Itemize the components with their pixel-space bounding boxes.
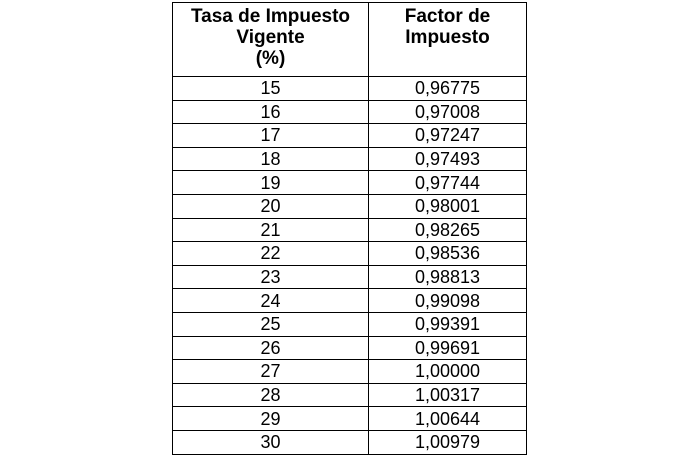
tax-rate-cell: 19 [173,171,369,195]
tax-rate-cell: 25 [173,312,369,336]
table-row [173,171,527,195]
tax-rate-cell: 20 [173,194,369,218]
tax-rate-cell: 22 [173,242,369,266]
table-row [173,194,527,218]
table-row [173,77,527,101]
table-row [173,336,527,360]
table-row [173,312,527,336]
table-body [173,77,527,455]
table-row [173,147,527,171]
tax-factor-cell: 0,98001 [369,194,527,218]
tax-factor-cell: 0,97247 [369,124,527,148]
tax-factor-cell: 0,96775 [369,77,527,101]
tax-factor-cell: 1,00000 [369,360,527,384]
header-tax-rate [173,3,369,77]
tax-factor-cell: 0,98536 [369,242,527,266]
tax-factor-table [172,2,527,455]
tax-factor-cell: 1,00317 [369,383,527,407]
table-row [173,289,527,313]
table-row [173,383,527,407]
header-tax-factor [369,3,527,77]
tax-factor-cell: 1,00644 [369,407,527,431]
header-tax-factor-line: Impuesto [405,27,490,48]
tax-rate-cell: 16 [173,100,369,124]
table-header-row [173,3,527,77]
table-row [173,360,527,384]
table-row [173,100,527,124]
tax-factor-cell: 0,97744 [369,171,527,195]
tax-rate-cell: 15 [173,77,369,101]
header-tax-rate-line: Vigente [236,27,305,48]
header-tax-factor-line: Factor de [404,6,491,27]
table-row [173,265,527,289]
tax-rate-cell: 27 [173,360,369,384]
tax-factor-cell: 0,99691 [369,336,527,360]
tax-rate-cell: 29 [173,407,369,431]
tax-factor-cell: 0,99391 [369,312,527,336]
table-row [173,242,527,266]
tax-rate-cell: 17 [173,124,369,148]
tax-rate-cell: 18 [173,147,369,171]
table-row [173,218,527,242]
table-row [173,407,527,431]
table-row [173,124,527,148]
tax-factor-cell: 0,97493 [369,147,527,171]
table-row [173,430,527,454]
tax-rate-cell: 21 [173,218,369,242]
tax-factor-cell: 0,97008 [369,100,527,124]
tax-rate-cell: 26 [173,336,369,360]
tax-rate-cell: 28 [173,383,369,407]
tax-factor-cell: 1,00979 [369,430,527,454]
tax-rate-cell: 24 [173,289,369,313]
tax-factor-cell: 0,99098 [369,289,527,313]
tax-factor-cell: 0,98813 [369,265,527,289]
tax-factor-cell: 0,98265 [369,218,527,242]
tax-rate-cell: 23 [173,265,369,289]
header-tax-rate-line: Tasa de Impuesto [190,6,351,27]
tax-rate-cell: 30 [173,430,369,454]
header-tax-rate-line: (%) [255,48,286,69]
